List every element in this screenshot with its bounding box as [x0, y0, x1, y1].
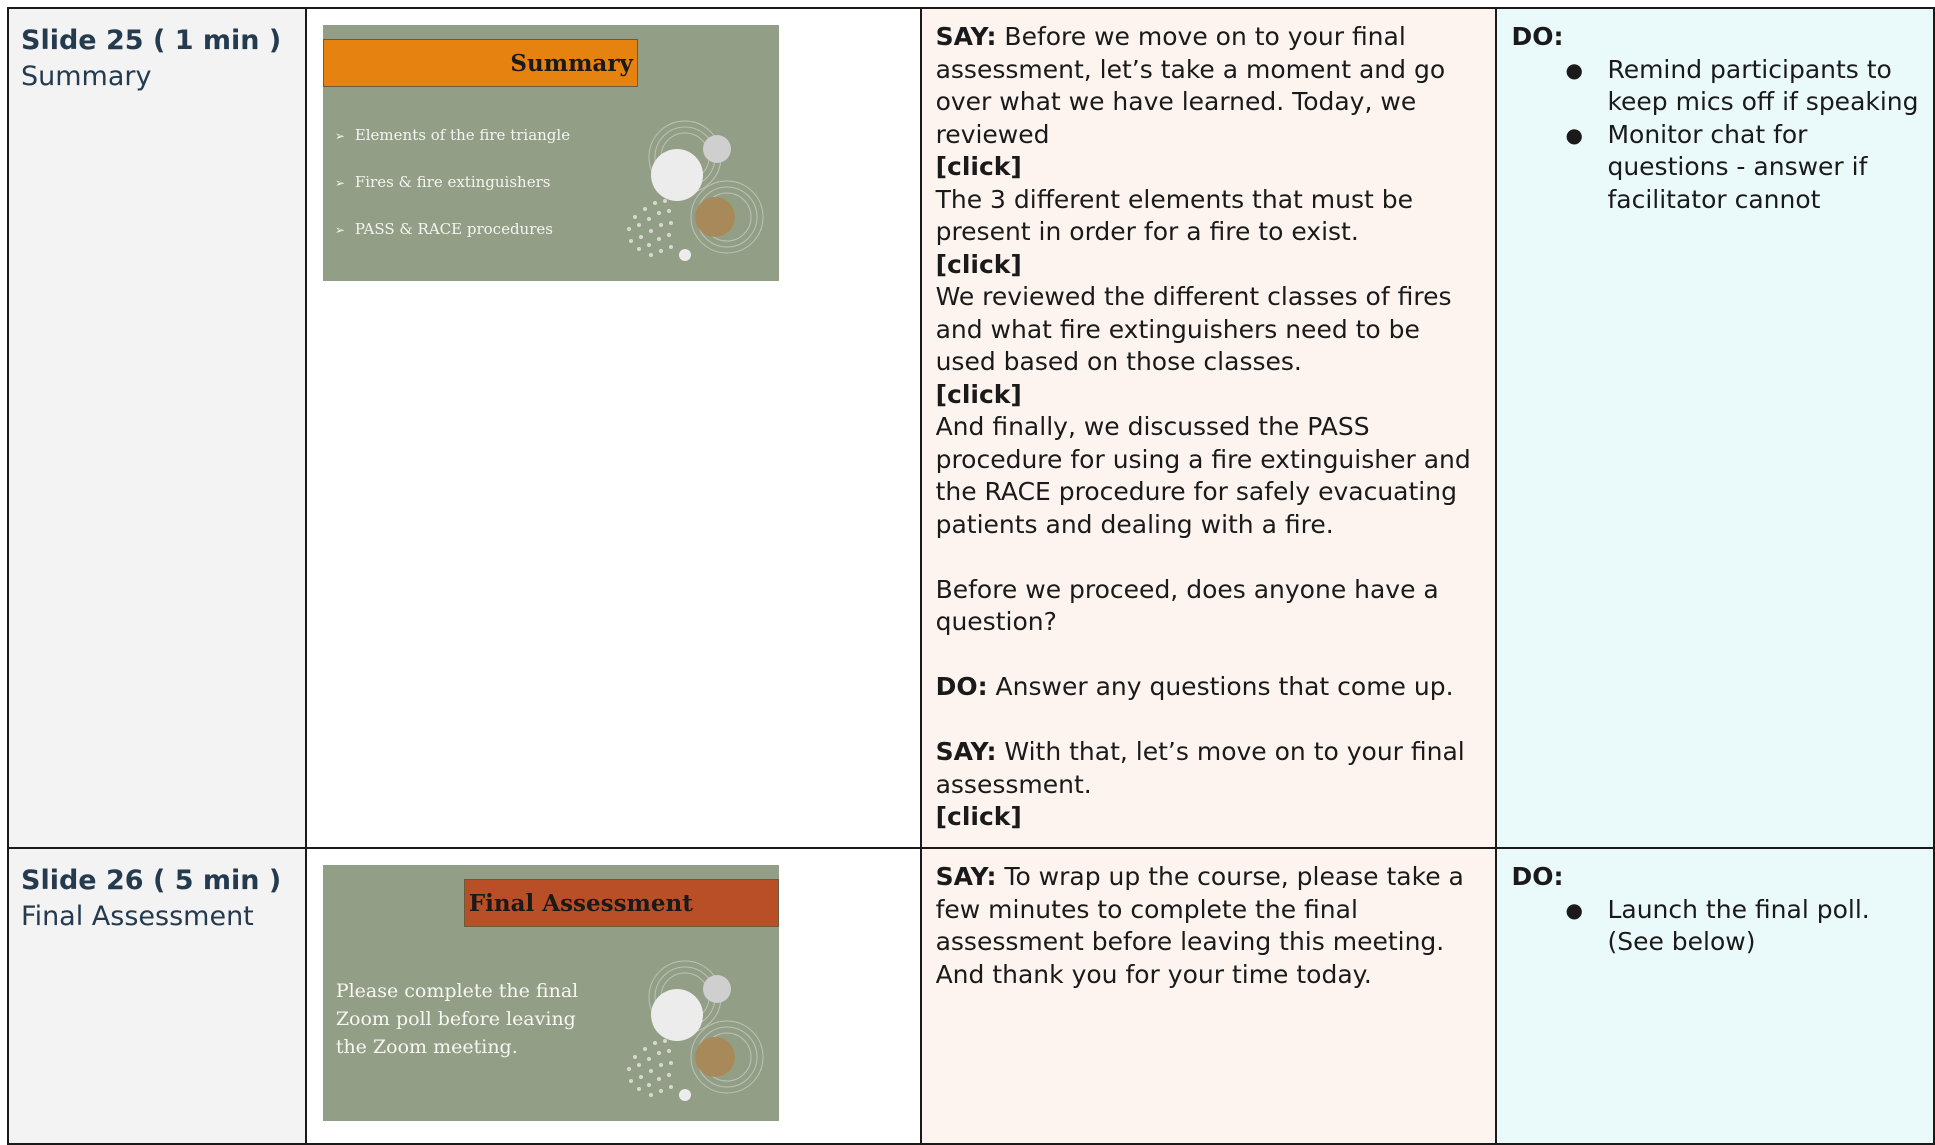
do-list	[1511, 54, 1919, 217]
arrow-bullet-icon: ➢	[334, 176, 345, 190]
arrow-bullet-icon: ➢	[334, 129, 345, 143]
say-label: SAY:	[935, 22, 997, 51]
facilitator-guide-table	[7, 7, 1935, 1145]
thumbnail-title: Final Assessment	[464, 879, 779, 927]
decorative-circles-graphic	[615, 957, 765, 1107]
do-label: DO:	[935, 672, 988, 701]
table-row	[8, 8, 1934, 848]
say-paragraph	[936, 861, 1482, 991]
say-text: With that, let’s move on to your final assessment.	[935, 737, 1465, 799]
do-list-item: ● Launch the final poll. (See below)	[1565, 894, 1919, 959]
thumbnail-body-text: Please complete the final Zoom poll before leaving the Zoom meeting.	[335, 980, 579, 1058]
spacer	[936, 639, 1482, 672]
slide-number: Slide 25 ( 1 min )	[21, 25, 282, 56]
say-paragraph: And finally, we discussed the PASS procedure for using a fire extinguisher and the RACE procedure for safely evacuating patients and dealing with a fire.	[935, 412, 1471, 539]
do-list	[1511, 894, 1919, 959]
slide-title: Summary	[21, 61, 152, 92]
thumbnail-bullet-list	[335, 125, 570, 266]
click-cue: [click]	[935, 152, 1022, 181]
click-cue: [click]	[935, 249, 1022, 279]
thumbnail-bullet-text: PASS & RACE procedures	[354, 220, 553, 238]
click-cue: [click]	[935, 802, 1022, 831]
do-paragraph	[936, 671, 1482, 704]
table-row	[8, 848, 1934, 1144]
slide-title: Final Assessment	[21, 901, 254, 932]
slide-thumbnail-cell	[306, 8, 921, 848]
slide-thumbnail-cell	[306, 848, 921, 1144]
thumbnail-bullet-text: Elements of the fire triangle	[354, 126, 571, 144]
say-cell	[921, 8, 1497, 848]
do-cell	[1496, 8, 1934, 848]
thumbnail-bullet-text: Fires & fire extinguishers	[354, 173, 551, 191]
thumbnail-bullet	[335, 219, 570, 266]
do-list-item: ● Monitor chat for questions - answer if facilitator cannot	[1565, 119, 1919, 217]
click-cue: [click]	[935, 379, 1022, 409]
say-text: Before we move on to your final assessment, let’s take a moment and go over what we have learned. Today, we reviewed	[935, 22, 1446, 149]
thumbnail-bullet	[335, 125, 570, 172]
do-list-item: ● Remind participants to keep mics off if speaking	[1565, 54, 1919, 119]
thumbnail-bullet	[335, 172, 570, 219]
spacer	[936, 541, 1482, 574]
say-text: To wrap up the course, please take a few minutes to complete the final assessment before leaving this meeting. And thank you for your time today.	[935, 862, 1464, 989]
arrow-bullet-icon: ➢	[334, 223, 345, 237]
slide-number: Slide 26 ( 5 min )	[21, 865, 282, 896]
slide-info-cell	[8, 848, 306, 1144]
slide-thumbnail	[323, 865, 779, 1121]
do-label: DO:	[1511, 862, 1564, 891]
say-paragraph	[936, 736, 1482, 801]
do-text: Answer any questions that come up.	[987, 672, 1454, 701]
say-cell	[921, 848, 1497, 1144]
do-label: DO:	[1511, 22, 1564, 51]
do-cell	[1496, 848, 1934, 1144]
thumbnail-title: Summary	[323, 39, 638, 87]
say-label: SAY:	[935, 737, 997, 766]
say-paragraph: Before we proceed, does anyone have a question?	[935, 574, 1439, 636]
say-label: SAY:	[935, 862, 997, 891]
say-paragraph	[936, 21, 1482, 151]
say-paragraph: We reviewed the different classes of fires and what fire extinguishers need to be used based on those classes.	[935, 282, 1452, 376]
say-paragraph: The 3 different elements that must be present in order for a fire to exist.	[935, 184, 1413, 246]
decorative-circles-graphic	[615, 117, 765, 267]
spacer	[936, 704, 1482, 737]
slide-thumbnail	[323, 25, 779, 281]
slide-info-cell	[8, 8, 306, 848]
